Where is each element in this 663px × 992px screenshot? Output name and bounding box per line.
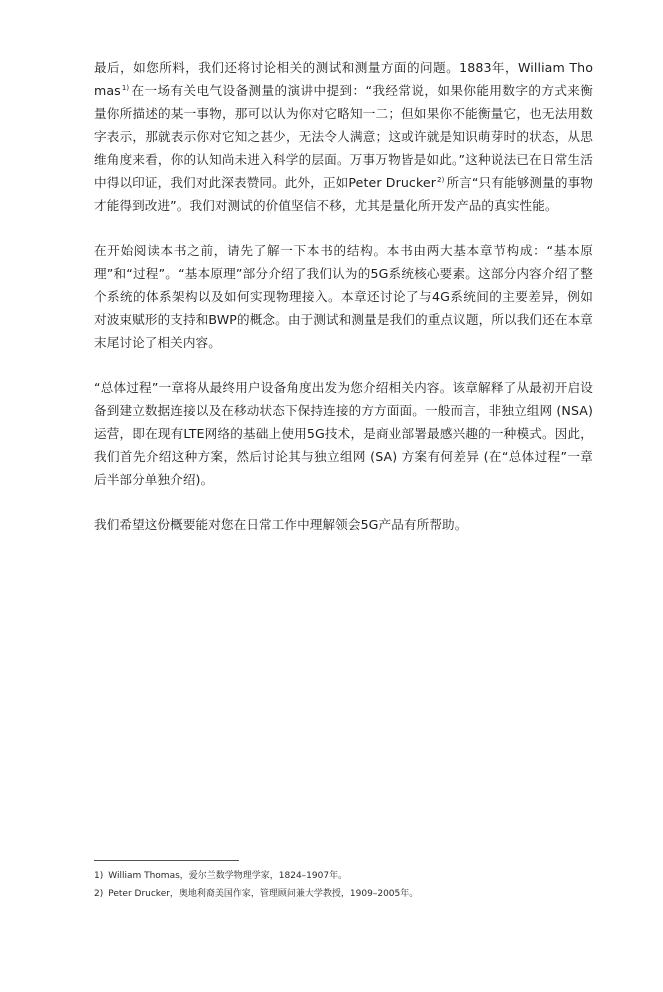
footnote-ref-2[interactable]: 2) (437, 175, 445, 184)
footnote-text: Peter Drucker，奥地利裔美国作家，管理顾问兼大学教授，1909–2005年。 (108, 889, 419, 899)
paragraph-text: 在开始阅读本书之前，请先了解一下本书的结构。本书由两大基本章节构成：“基本原理”和“过程”。“基本原理”部分介绍了我们认为的5G系统核心要素。这部分内容介绍了整个系统的体系架构以及如何实现物理接入。本章还讨论了与4G系统间的主要差异，例如对波束赋形的支持和BWP的概念。由于测试和测量是我们的重点议题，所以我们还在本章末尾讨论了相关内容。 (94, 243, 593, 350)
footnote-number: 2) (94, 889, 104, 899)
paragraph-text: 所言“只有能够测量的事物才能得到改进”。我们对测试的价值坚信不移，尤其是量化所开发产品的真实性能。 (94, 175, 593, 213)
footnote-2 (94, 885, 593, 903)
paragraph-text: “总体过程”一章将从最终用户设备角度出发为您介绍相关内容。该章解释了从最初开启设备到建立数据连接以及在移动状态下保持连接的方方面面。一般而言，非独立组网 (NSA) 运营，即在现有LTE网络的基础上使用5G技术，是商业部署最感兴趣的一种模式。因此，我们首先介绍这种方案，然后讨论其与独立组网 (SA) 方案有何差异 (在“总体过程”一章后半部分单独介绍)。 (94, 380, 593, 487)
paragraph-1 (94, 56, 593, 217)
paragraph-text: 在一场有关电气设备测量的演讲中提到：“我经常说，如果你能用数字的方式来衡量你所描述的某一事物，那可以认为你对它略知一二；但如果你不能衡量它，也无法用数字表示，那就表示你对它知之甚少，无法令人满意；这或许就是知识萌芽时的状态，从思维角度来看，你的认知尚未进入科学的层面。万事万物皆是如此。”这种说法已在日常生活中得以印证，我们对此深表赞同。此外，正如Peter Drucker (94, 83, 593, 190)
footnote-text: William Thomas，爱尔兰数学物理学家，1824–1907年。 (108, 871, 348, 881)
paragraph-4 (94, 513, 593, 536)
body-text (94, 56, 593, 558)
footnote-ref-1[interactable]: 1) (121, 83, 130, 92)
footnote-number: 1) (94, 871, 104, 881)
paragraph-text: 最后，如您所料，我们还将讨论相关的测试和测量方面的问题。1883年，William Thomas (94, 60, 593, 98)
paragraph-2 (94, 239, 593, 354)
footnotes (94, 867, 593, 903)
footnote-1 (94, 867, 593, 885)
paragraph-3 (94, 376, 593, 491)
paragraph-text: 我们希望这份概要能对您在日常工作中理解领会5G产品有所帮助。 (94, 517, 468, 532)
footnote-separator (94, 860, 239, 861)
